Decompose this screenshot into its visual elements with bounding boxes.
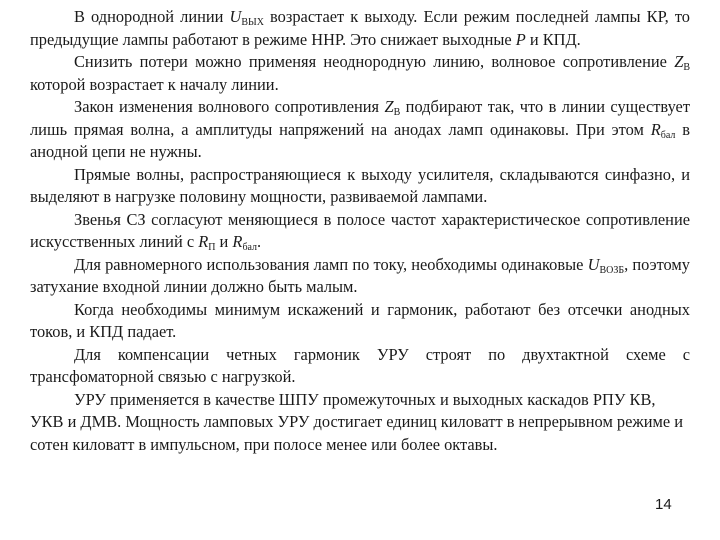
- subscript: В: [393, 107, 401, 118]
- text: В однородной линии: [74, 7, 230, 26]
- paragraph-3: [30, 96, 690, 164]
- subscript: бал: [242, 242, 258, 253]
- text: возрастает к выходу. Если режим последней лампы КР, то предыдущие лампы работают в режиме ННР. Это снижает выходные: [30, 7, 690, 49]
- subscript: П: [208, 242, 216, 253]
- paragraph-8: Для компенсации четных гармоник УРУ строят по двухтактной схеме с трансфоматорной связью с нагрузкой.: [30, 344, 690, 386]
- paragraph-6: [30, 254, 690, 299]
- symbol-z: Z: [674, 52, 684, 71]
- symbol-r: R: [232, 232, 243, 251]
- paragraph-7: Когда необходимы минимум искажений и гармоник, работают без отсечки анодных токов, и КПД падает.: [30, 299, 690, 341]
- symbol-u: U: [587, 254, 600, 274]
- text: в анодной цепи не нужны.: [30, 119, 691, 161]
- subscript: бал: [660, 129, 676, 141]
- text: .: [257, 232, 262, 251]
- body-text: [30, 6, 690, 456]
- paragraph-4: Прямые волны, распространяющиеся к выходу усилителя, складываются синфазно, и выделяют в нагрузке половину мощности, развиваемой лампами.: [30, 164, 690, 206]
- symbol-z: Z: [384, 97, 394, 116]
- symbol-r: R: [650, 119, 661, 139]
- text: Для равномерного использования ламп по току, необходимы одинаковые: [74, 254, 588, 274]
- subscript: ВОЗБ: [599, 264, 625, 276]
- paragraph-5: [30, 209, 690, 254]
- subscript: В: [683, 62, 690, 73]
- symbol-p: Р: [515, 29, 526, 49]
- symbol-u: U: [229, 7, 242, 26]
- page-number: 14: [655, 496, 672, 513]
- text: которой возрастает к началу линии.: [30, 74, 279, 94]
- text: , поэтому затухание входной линии должно быть малым.: [30, 254, 690, 296]
- paragraph-2: [30, 51, 690, 96]
- text: Снизить потери можно применяя неоднородную линию, волновое сопротивление: [74, 52, 675, 71]
- text: Звенья СЗ согласуют меняющиеся в полосе частот характеристическое сопротивление искусственных линий с: [30, 209, 690, 251]
- text: и КПД.: [525, 29, 581, 49]
- text: подбирают так, что в линии существует лишь прямая волна, а амплитуды напряжений на анодах ламп одинаковы. При этом: [30, 97, 690, 139]
- paragraph-9: УРУ применяется в качестве ШПУ промежуточных и выходных каскадов РПУ КВ, УКВ и ДМВ. Мощность ламповых УРУ достигает единиц киловатт в непрерывном режиме и сотен киловатт в импульсном, при полосе менее или более октавы.: [30, 389, 683, 454]
- text: Закон изменения волнового сопротивления: [74, 97, 385, 116]
- paragraph-1: [30, 6, 690, 51]
- text: и: [215, 232, 233, 251]
- subscript: ВЫХ: [241, 17, 264, 28]
- symbol-r: R: [198, 232, 209, 251]
